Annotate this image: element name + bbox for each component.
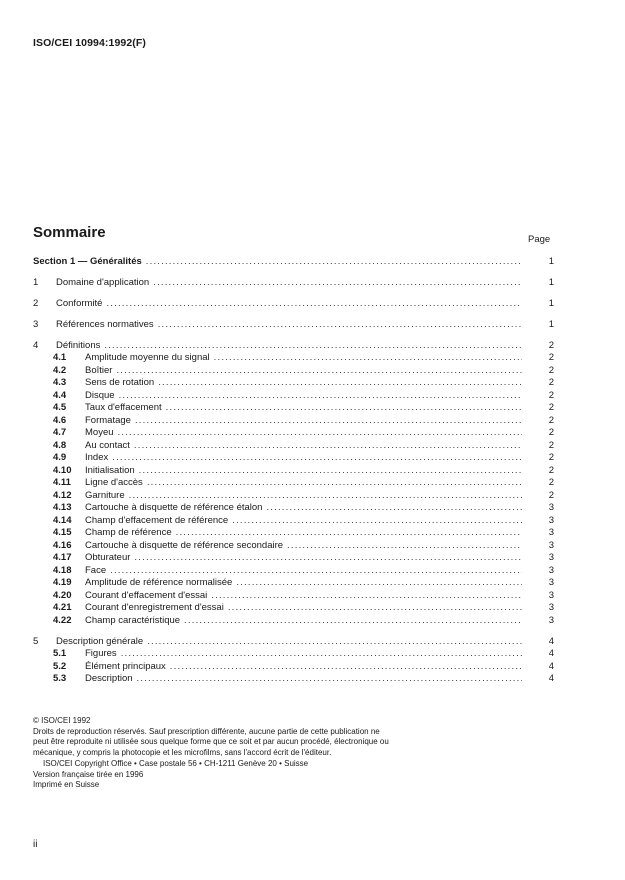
toc-entry[interactable] [33, 312, 554, 331]
version-note: Version française tirée en 1996 [33, 769, 144, 779]
leader-dots [137, 673, 522, 686]
leader-dots [135, 415, 522, 428]
toc-number: 4.13 [53, 502, 72, 513]
toc-subentry[interactable] [33, 661, 554, 674]
toc-label: Garniture [85, 489, 125, 501]
toc-label: Cartouche à disquette de référence étalon [85, 502, 263, 513]
toc-page: 2 [548, 339, 554, 351]
toc-section-1[interactable] [33, 253, 554, 268]
toc-page: 4 [548, 673, 554, 684]
toc-subentry[interactable] [33, 415, 554, 428]
toc-subentry[interactable] [33, 427, 554, 440]
toc-subentry[interactable] [33, 477, 554, 490]
leader-dots [147, 636, 522, 649]
toc-label: Sens de rotation [85, 377, 155, 388]
toc-page: 2 [548, 477, 554, 488]
toc-number: 5 [33, 635, 39, 647]
definitions-list [33, 352, 554, 627]
copyright-office: ISO/CEI Copyright Office • Case postale 56 • CH-1211 Genève 20 • Suisse [43, 759, 309, 768]
toc-page: 3 [548, 502, 554, 513]
toc-page: 3 [548, 589, 554, 601]
toc-page: 2 [548, 414, 554, 426]
toc-subentry[interactable] [33, 673, 554, 686]
toc-page: 3 [548, 539, 554, 551]
leader-dots [211, 590, 522, 603]
toc-page: 2 [548, 427, 554, 438]
toc-entry[interactable] [33, 270, 554, 289]
toc-label: Description générale [56, 635, 144, 647]
toc-page: 4 [548, 635, 554, 647]
toc-subentry[interactable] [33, 452, 554, 465]
toc-subentry[interactable] [33, 390, 554, 403]
toc-page: 2 [548, 389, 554, 401]
toc-number: 4.15 [53, 527, 72, 538]
toc-number: 4.10 [53, 464, 72, 476]
leader-dots [129, 490, 522, 503]
table-of-contents [33, 253, 554, 686]
toc-number: 1 [33, 276, 39, 288]
copyright-line: © ISO/CEI 1992 [33, 716, 91, 725]
toc-page: 2 [548, 352, 554, 363]
toc-label: Formatage [85, 414, 131, 426]
toc-page: 2 [548, 402, 554, 413]
toc-page: 1 [548, 255, 554, 267]
leader-dots [146, 256, 522, 269]
toc-subentry[interactable] [33, 440, 554, 453]
rights-statement: Droits de reproduction réservés. Sauf prescription différente, aucune partie de cette publication ne peut être reproduite ni utilisée sous quelque forme que ce soit et par aucun procédé, électronique ou mécanique, y compris la photocopie et les microfilms, sans l'accord écrit de l'éditeur. [33, 726, 389, 757]
toc-label: Cartouche à disquette de référence secondaire [85, 539, 284, 551]
page-number: ii [33, 839, 38, 850]
leader-dots [139, 465, 522, 478]
toc-label: Amplitude de référence normalisée [85, 577, 233, 588]
leader-dots [104, 340, 522, 353]
toc-number: 4.6 [53, 414, 67, 426]
leader-dots [119, 390, 522, 403]
toc-subentry[interactable] [33, 490, 554, 503]
toc-number: 4.12 [53, 489, 72, 501]
toc-label: Au contact [85, 439, 130, 451]
toc-label: Section 1 — Généralités [33, 255, 142, 267]
toc-page: 3 [548, 564, 554, 576]
leader-dots [184, 615, 522, 628]
leader-dots [158, 319, 522, 332]
toc-number: 4.8 [53, 439, 67, 451]
toc-page: 3 [548, 514, 554, 526]
toc-subentry[interactable] [33, 465, 554, 478]
toc-page: 3 [548, 577, 554, 588]
toc-page: 2 [548, 464, 554, 476]
toc-number: 4.1 [53, 352, 67, 363]
toc-label: Disque [85, 389, 115, 401]
toc-label: Courant d'effacement d'essai [85, 589, 208, 601]
leader-dots [116, 365, 522, 378]
toc-subentry[interactable] [33, 365, 554, 378]
toc-page: 3 [548, 602, 554, 613]
toc-page: 1 [548, 276, 554, 288]
toc-subentry[interactable] [33, 648, 554, 661]
leader-dots [158, 377, 522, 390]
toc-number: 4.3 [53, 377, 67, 388]
leader-dots [147, 477, 522, 490]
toc-label: Taux d'effacement [85, 402, 162, 413]
toc-subentry[interactable] [33, 615, 554, 628]
toc-label: Ligne d'accès [85, 477, 143, 488]
leader-dots [153, 277, 522, 290]
toc-number: 4.14 [53, 514, 72, 526]
leader-dots [118, 427, 522, 440]
toc-label: Conformité [56, 297, 103, 309]
toc-number: 4.5 [53, 402, 67, 413]
toc-subentry[interactable] [33, 565, 554, 578]
page-title: Sommaire [33, 224, 106, 241]
toc-label: Champ de référence [85, 527, 172, 538]
toc-number: 4.21 [53, 602, 72, 613]
page-column-label: Page [528, 234, 551, 245]
toc-subentry[interactable] [33, 377, 554, 390]
toc-label: Courant d'enregistrement d'essai [85, 602, 224, 613]
toc-label: Champ d'effacement de référence [85, 514, 229, 526]
toc-subentry[interactable] [33, 352, 554, 365]
toc-entry[interactable] [33, 629, 554, 648]
toc-subentry[interactable] [33, 552, 554, 565]
toc-label: Initialisation [85, 464, 135, 476]
toc-label: Domaine d'application [56, 276, 150, 288]
toc-label: Boîtier [85, 364, 113, 376]
toc-number: 4.16 [53, 539, 72, 551]
leader-dots [266, 502, 522, 515]
toc-page: 1 [548, 297, 554, 309]
toc-number: 4.17 [53, 552, 72, 563]
toc-label: Figures [85, 648, 117, 659]
toc-number: 3 [33, 318, 39, 330]
toc-number: 5.2 [53, 660, 67, 672]
toc-page: 2 [548, 439, 554, 451]
toc-number: 5.3 [53, 673, 67, 684]
toc-number: 4.18 [53, 564, 72, 576]
toc-label: Obturateur [85, 552, 131, 563]
leader-dots [134, 440, 522, 453]
leader-dots [134, 552, 522, 565]
printed-note: Imprimé en Suisse [33, 780, 100, 789]
leader-dots [166, 402, 522, 415]
leader-dots [106, 298, 522, 311]
leader-dots [110, 565, 522, 578]
toc-page: 4 [548, 648, 554, 659]
copyright-notice [33, 716, 393, 791]
toc-label: Références normatives [56, 318, 154, 330]
toc-page: 3 [548, 527, 554, 538]
toc-label: Élément principaux [85, 660, 166, 672]
leader-dots [236, 577, 522, 590]
toc-number: 4.11 [53, 477, 71, 488]
toc-number: 5.1 [53, 648, 67, 659]
leader-dots [112, 452, 522, 465]
toc-subentry[interactable] [33, 402, 554, 415]
toc-number: 4 [33, 339, 39, 351]
leader-dots [228, 602, 522, 615]
toc-label: Définitions [56, 339, 101, 351]
leader-dots [232, 515, 522, 528]
leader-dots [287, 540, 522, 553]
toc-number: 4.9 [53, 452, 67, 463]
toc-number: 4.19 [53, 577, 72, 588]
toc-subentry[interactable] [33, 577, 554, 590]
toc-subentry[interactable] [33, 602, 554, 615]
toc-page: 2 [548, 452, 554, 463]
toc-number: 2 [33, 297, 39, 309]
toc-subentry[interactable] [33, 502, 554, 515]
toc-label: Champ caractéristique [85, 614, 181, 626]
toc-number: 4.20 [53, 589, 72, 601]
toc-number: 4.22 [53, 614, 72, 626]
toc-label: Amplitude moyenne du signal [85, 352, 210, 363]
leader-dots [121, 648, 522, 661]
toc-subentry[interactable] [33, 590, 554, 603]
toc-page: 2 [548, 489, 554, 501]
toc-number: 4.7 [53, 427, 67, 438]
toc-page: 3 [548, 614, 554, 626]
toc-entry[interactable] [33, 291, 554, 310]
toc-page: 3 [548, 552, 554, 563]
leader-dots [214, 352, 522, 365]
leader-dots [176, 527, 522, 540]
toc-page: 2 [548, 377, 554, 388]
toc-number: 4.2 [53, 364, 67, 376]
toc-label: Description [85, 673, 133, 684]
toc-label: Index [85, 452, 109, 463]
toc-page: 1 [548, 318, 554, 330]
toc-number: 4.4 [53, 389, 67, 401]
toc-label: Moyeu [85, 427, 114, 438]
toc-subentry[interactable] [33, 515, 554, 528]
toc-entry[interactable] [33, 333, 554, 352]
leader-dots [170, 661, 522, 674]
toc-page: 2 [548, 364, 554, 376]
toc-label: Face [85, 564, 107, 576]
toc-page: 4 [548, 660, 554, 672]
toc-subentry[interactable] [33, 527, 554, 540]
document-header: ISO/CEI 10994:1992(F) [33, 37, 146, 49]
general-description-list [33, 648, 554, 686]
toc-subentry[interactable] [33, 540, 554, 553]
